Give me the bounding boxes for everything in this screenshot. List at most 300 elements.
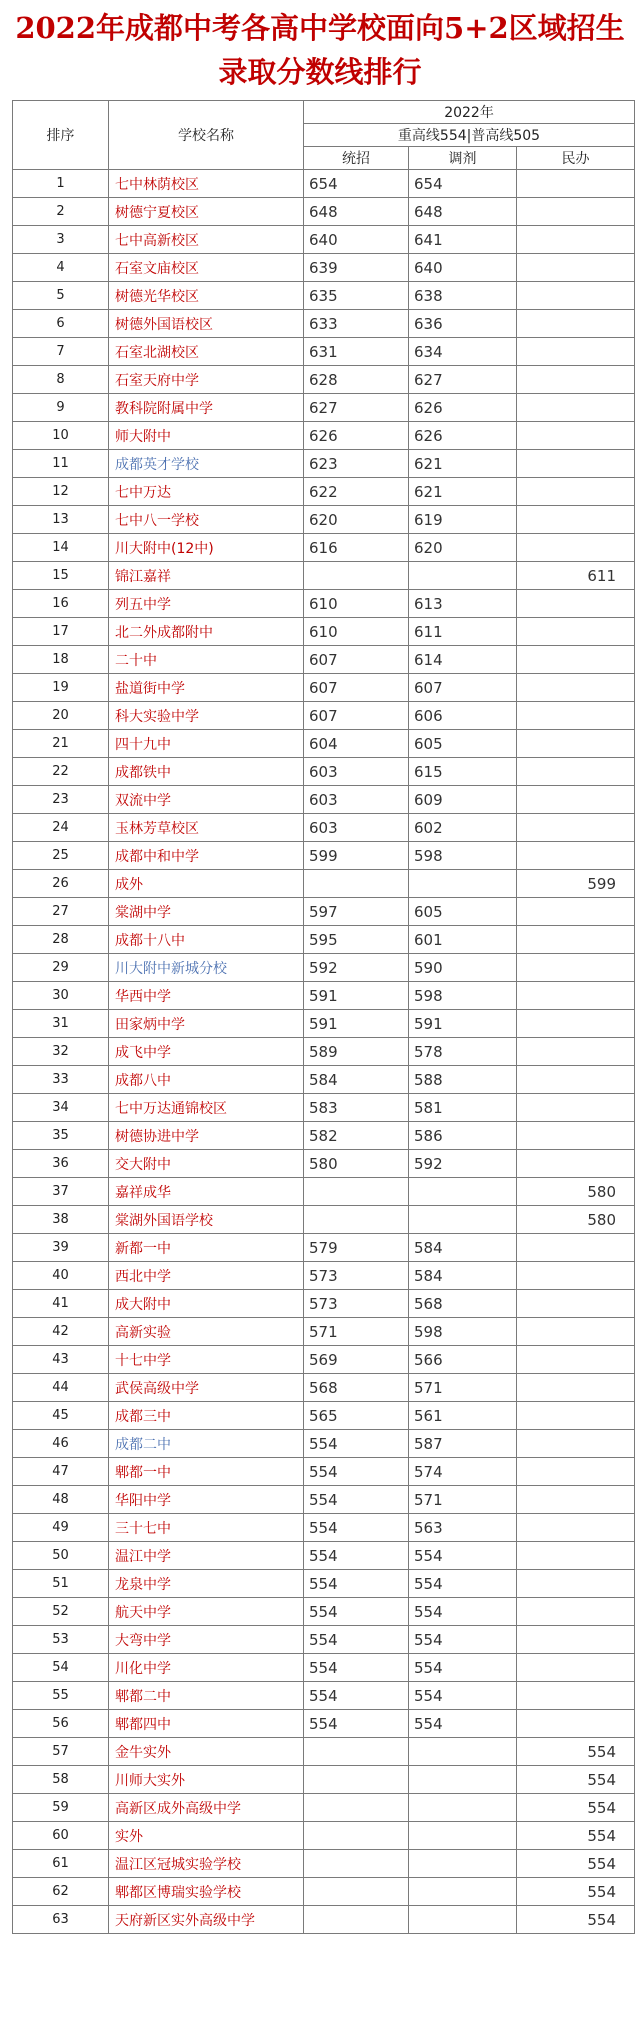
table-row (13, 1766, 635, 1794)
tongzhao-cell: 565 (304, 1402, 409, 1430)
tiaoji-cell: 648 (409, 198, 517, 226)
tiaoji-cell (409, 1766, 517, 1794)
rank-cell: 61 (13, 1850, 109, 1878)
tiaoji-cell: 615 (409, 758, 517, 786)
school-name-cell: 石室文庙校区 (109, 254, 304, 282)
minban-cell (517, 646, 635, 674)
tongzhao-cell: 604 (304, 730, 409, 758)
minban-cell (517, 898, 635, 926)
school-name-cell: 树德协进中学 (109, 1122, 304, 1150)
rank-cell: 24 (13, 814, 109, 842)
rank-cell: 21 (13, 730, 109, 758)
table-row (13, 870, 635, 898)
table-row (13, 1430, 635, 1458)
tiaoji-cell: 554 (409, 1710, 517, 1738)
table-row (13, 1346, 635, 1374)
minban-cell (517, 450, 635, 478)
rank-cell: 55 (13, 1682, 109, 1710)
rank-cell: 47 (13, 1458, 109, 1486)
school-name-cell: 川化中学 (109, 1654, 304, 1682)
school-name-cell: 列五中学 (109, 590, 304, 618)
school-name-cell: 成都中和中学 (109, 842, 304, 870)
header-tongzhao: 统招 (304, 147, 409, 170)
tiaoji-cell: 554 (409, 1682, 517, 1710)
table-row (13, 1094, 635, 1122)
school-name-cell: 郫都一中 (109, 1458, 304, 1486)
tongzhao-cell: 554 (304, 1458, 409, 1486)
tiaoji-cell: 598 (409, 1318, 517, 1346)
table-row (13, 394, 635, 422)
tiaoji-cell: 609 (409, 786, 517, 814)
tiaoji-cell: 571 (409, 1486, 517, 1514)
minban-cell (517, 842, 635, 870)
school-name-cell: 金牛实外 (109, 1738, 304, 1766)
rank-cell: 50 (13, 1542, 109, 1570)
tiaoji-cell: 605 (409, 730, 517, 758)
minban-cell (517, 226, 635, 254)
table-row (13, 926, 635, 954)
tiaoji-cell: 578 (409, 1038, 517, 1066)
rank-cell: 12 (13, 478, 109, 506)
rank-cell: 56 (13, 1710, 109, 1738)
tiaoji-cell: 598 (409, 982, 517, 1010)
table-row (13, 1206, 635, 1234)
school-name-cell: 锦江嘉祥 (109, 562, 304, 590)
tiaoji-cell: 636 (409, 310, 517, 338)
rank-cell: 45 (13, 1402, 109, 1430)
minban-cell (517, 282, 635, 310)
school-name-cell: 郫都区博瑞实验学校 (109, 1878, 304, 1906)
rank-cell: 5 (13, 282, 109, 310)
minban-cell (517, 366, 635, 394)
tongzhao-cell: 573 (304, 1262, 409, 1290)
tiaoji-cell: 641 (409, 226, 517, 254)
table-row (13, 1654, 635, 1682)
tongzhao-cell: 610 (304, 590, 409, 618)
minban-cell (517, 1122, 635, 1150)
table-row (13, 814, 635, 842)
minban-cell (517, 1318, 635, 1346)
minban-cell (517, 1654, 635, 1682)
tongzhao-cell: 640 (304, 226, 409, 254)
minban-cell (517, 1066, 635, 1094)
minban-cell: 580 (517, 1206, 635, 1234)
rank-cell: 40 (13, 1262, 109, 1290)
school-name-cell: 二十中 (109, 646, 304, 674)
tiaoji-cell: 554 (409, 1598, 517, 1626)
tongzhao-cell: 591 (304, 982, 409, 1010)
school-name-cell: 北二外成都附中 (109, 618, 304, 646)
table-row (13, 1794, 635, 1822)
rank-cell: 57 (13, 1738, 109, 1766)
minban-cell (517, 702, 635, 730)
rank-cell: 43 (13, 1346, 109, 1374)
tongzhao-cell: 631 (304, 338, 409, 366)
school-name-cell: 大弯中学 (109, 1626, 304, 1654)
rank-cell: 39 (13, 1234, 109, 1262)
school-name-cell: 成都二中 (109, 1430, 304, 1458)
school-name-cell: 郫都四中 (109, 1710, 304, 1738)
tiaoji-cell (409, 870, 517, 898)
tiaoji-cell: 601 (409, 926, 517, 954)
minban-cell (517, 1010, 635, 1038)
school-name-cell: 成飞中学 (109, 1038, 304, 1066)
tongzhao-cell: 554 (304, 1626, 409, 1654)
tongzhao-cell: 628 (304, 366, 409, 394)
score-table (12, 100, 635, 1934)
rank-cell: 60 (13, 1822, 109, 1850)
table-row (13, 1486, 635, 1514)
minban-cell (517, 422, 635, 450)
rank-cell: 26 (13, 870, 109, 898)
rank-cell: 14 (13, 534, 109, 562)
school-name-cell: 成都十八中 (109, 926, 304, 954)
tiaoji-cell: 563 (409, 1514, 517, 1542)
minban-cell: 554 (517, 1850, 635, 1878)
school-name-cell: 航天中学 (109, 1598, 304, 1626)
table-row (13, 366, 635, 394)
minban-cell: 599 (517, 870, 635, 898)
table-row (13, 1598, 635, 1626)
tongzhao-cell: 584 (304, 1066, 409, 1094)
minban-cell (517, 1038, 635, 1066)
page-title (0, 0, 640, 89)
table-row (13, 1066, 635, 1094)
school-name-cell: 川大附中新城分校 (109, 954, 304, 982)
tongzhao-cell (304, 1850, 409, 1878)
school-name-cell: 郫都二中 (109, 1682, 304, 1710)
minban-cell (517, 1458, 635, 1486)
rank-cell: 52 (13, 1598, 109, 1626)
table-row (13, 674, 635, 702)
rank-cell: 63 (13, 1906, 109, 1934)
rank-cell: 54 (13, 1654, 109, 1682)
rank-cell: 22 (13, 758, 109, 786)
school-name-cell: 七中万达通锦校区 (109, 1094, 304, 1122)
school-name-cell: 温江区冠城实验学校 (109, 1850, 304, 1878)
minban-cell (517, 954, 635, 982)
tiaoji-cell: 611 (409, 618, 517, 646)
minban-cell (517, 1346, 635, 1374)
school-name-cell: 实外 (109, 1822, 304, 1850)
tiaoji-cell: 590 (409, 954, 517, 982)
tongzhao-cell: 554 (304, 1514, 409, 1542)
tiaoji-cell: 588 (409, 1066, 517, 1094)
tiaoji-cell (409, 1178, 517, 1206)
rank-cell: 33 (13, 1066, 109, 1094)
minban-cell (517, 1430, 635, 1458)
minban-cell (517, 590, 635, 618)
tongzhao-cell: 627 (304, 394, 409, 422)
minban-cell (517, 1598, 635, 1626)
tiaoji-cell (409, 1822, 517, 1850)
tiaoji-cell: 619 (409, 506, 517, 534)
tongzhao-cell: 599 (304, 842, 409, 870)
table-row (13, 730, 635, 758)
school-name-cell: 师大附中 (109, 422, 304, 450)
table-row (13, 1262, 635, 1290)
table-row (13, 1738, 635, 1766)
title-line-2: 录取分数线排行 (218, 55, 422, 89)
school-name-cell: 川师大实外 (109, 1766, 304, 1794)
rank-cell: 48 (13, 1486, 109, 1514)
rank-cell: 1 (13, 170, 109, 198)
school-name-cell: 华阳中学 (109, 1486, 304, 1514)
school-name-cell: 温江中学 (109, 1542, 304, 1570)
school-name-cell: 华西中学 (109, 982, 304, 1010)
table-row (13, 1122, 635, 1150)
school-name-cell: 天府新区实外高级中学 (109, 1906, 304, 1934)
minban-cell: 611 (517, 562, 635, 590)
rank-cell: 42 (13, 1318, 109, 1346)
tiaoji-cell: 606 (409, 702, 517, 730)
tongzhao-cell: 633 (304, 310, 409, 338)
minban-cell: 554 (517, 1822, 635, 1850)
tiaoji-cell (409, 562, 517, 590)
tiaoji-cell: 592 (409, 1150, 517, 1178)
rank-cell: 58 (13, 1766, 109, 1794)
tongzhao-cell (304, 870, 409, 898)
school-name-cell: 棠湖中学 (109, 898, 304, 926)
tongzhao-cell: 595 (304, 926, 409, 954)
minban-cell (517, 1682, 635, 1710)
minban-cell: 554 (517, 1906, 635, 1934)
title-line-1: 2022年成都中考各高中学校面向5+2区域招生 (15, 11, 625, 45)
minban-cell (517, 1710, 635, 1738)
minban-cell (517, 786, 635, 814)
school-name-cell: 成外 (109, 870, 304, 898)
school-name-cell: 盐道街中学 (109, 674, 304, 702)
rank-cell: 20 (13, 702, 109, 730)
tongzhao-cell: 573 (304, 1290, 409, 1318)
tongzhao-cell: 654 (304, 170, 409, 198)
minban-cell (517, 1094, 635, 1122)
minban-cell (517, 1570, 635, 1598)
table-row (13, 1374, 635, 1402)
rank-cell: 6 (13, 310, 109, 338)
minban-cell (517, 926, 635, 954)
school-name-cell: 七中八一学校 (109, 506, 304, 534)
table-row (13, 254, 635, 282)
table-row (13, 954, 635, 982)
table-row (13, 534, 635, 562)
tongzhao-cell (304, 1766, 409, 1794)
minban-cell (517, 254, 635, 282)
minban-cell (517, 758, 635, 786)
rank-cell: 41 (13, 1290, 109, 1318)
rank-cell: 4 (13, 254, 109, 282)
school-name-cell: 七中万达 (109, 478, 304, 506)
tongzhao-cell: 571 (304, 1318, 409, 1346)
rank-cell: 49 (13, 1514, 109, 1542)
table-row (13, 1514, 635, 1542)
minban-cell (517, 1262, 635, 1290)
tongzhao-cell: 623 (304, 450, 409, 478)
table-row (13, 1906, 635, 1934)
table-row (13, 758, 635, 786)
minban-cell (517, 1290, 635, 1318)
tiaoji-cell: 587 (409, 1430, 517, 1458)
minban-cell (517, 338, 635, 366)
tongzhao-cell (304, 1178, 409, 1206)
table-row (13, 618, 635, 646)
tiaoji-cell: 566 (409, 1346, 517, 1374)
tongzhao-cell (304, 1822, 409, 1850)
rank-cell: 23 (13, 786, 109, 814)
minban-cell: 580 (517, 1178, 635, 1206)
table-row (13, 170, 635, 198)
rank-cell: 46 (13, 1430, 109, 1458)
rank-cell: 13 (13, 506, 109, 534)
minban-cell: 554 (517, 1794, 635, 1822)
school-name-cell: 高新区成外高级中学 (109, 1794, 304, 1822)
tiaoji-cell: 571 (409, 1374, 517, 1402)
school-name-cell: 石室北湖校区 (109, 338, 304, 366)
school-name-cell: 成都铁中 (109, 758, 304, 786)
rank-cell: 25 (13, 842, 109, 870)
tongzhao-cell: 554 (304, 1598, 409, 1626)
table-row (13, 786, 635, 814)
tiaoji-cell: 627 (409, 366, 517, 394)
minban-cell (517, 1514, 635, 1542)
header-minban: 民办 (517, 147, 635, 170)
minban-cell (517, 310, 635, 338)
rank-cell: 44 (13, 1374, 109, 1402)
table-row (13, 1850, 635, 1878)
table-row (13, 310, 635, 338)
table-row (13, 1290, 635, 1318)
tongzhao-cell (304, 1738, 409, 1766)
tongzhao-cell (304, 1206, 409, 1234)
table-row (13, 1710, 635, 1738)
rank-cell: 3 (13, 226, 109, 254)
tongzhao-cell: 607 (304, 702, 409, 730)
tongzhao-cell: 603 (304, 758, 409, 786)
table-row (13, 1234, 635, 1262)
tongzhao-cell: 635 (304, 282, 409, 310)
school-name-cell: 七中林荫校区 (109, 170, 304, 198)
rank-cell: 18 (13, 646, 109, 674)
table-row (13, 646, 635, 674)
table-row (13, 478, 635, 506)
tongzhao-cell: 554 (304, 1430, 409, 1458)
tiaoji-cell: 607 (409, 674, 517, 702)
rank-cell: 16 (13, 590, 109, 618)
rank-cell: 15 (13, 562, 109, 590)
minban-cell (517, 618, 635, 646)
tongzhao-cell (304, 1906, 409, 1934)
minban-cell (517, 1374, 635, 1402)
tongzhao-cell: 591 (304, 1010, 409, 1038)
tiaoji-cell: 638 (409, 282, 517, 310)
tiaoji-cell: 613 (409, 590, 517, 618)
tongzhao-cell: 597 (304, 898, 409, 926)
school-name-cell: 川大附中(12中) (109, 534, 304, 562)
minban-cell (517, 478, 635, 506)
school-name-cell: 树德宁夏校区 (109, 198, 304, 226)
table-row (13, 702, 635, 730)
header-row-1 (13, 101, 635, 124)
tongzhao-cell: 554 (304, 1486, 409, 1514)
tiaoji-cell: 605 (409, 898, 517, 926)
tiaoji-cell: 584 (409, 1262, 517, 1290)
school-name-cell: 田家炳中学 (109, 1010, 304, 1038)
school-name-cell: 交大附中 (109, 1150, 304, 1178)
table-row (13, 1570, 635, 1598)
school-name-cell: 龙泉中学 (109, 1570, 304, 1598)
school-name-cell: 成都三中 (109, 1402, 304, 1430)
school-name-cell: 成大附中 (109, 1290, 304, 1318)
tongzhao-cell: 648 (304, 198, 409, 226)
school-name-cell: 玉林芳草校区 (109, 814, 304, 842)
tiaoji-cell (409, 1906, 517, 1934)
tongzhao-cell: 568 (304, 1374, 409, 1402)
table-row (13, 982, 635, 1010)
table-row (13, 226, 635, 254)
table-row (13, 1542, 635, 1570)
tongzhao-cell: 639 (304, 254, 409, 282)
tiaoji-cell: 568 (409, 1290, 517, 1318)
tongzhao-cell (304, 1878, 409, 1906)
rank-cell: 59 (13, 1794, 109, 1822)
tiaoji-cell: 598 (409, 842, 517, 870)
table-row (13, 842, 635, 870)
rank-cell: 28 (13, 926, 109, 954)
tiaoji-cell (409, 1850, 517, 1878)
tongzhao-cell: 616 (304, 534, 409, 562)
minban-cell (517, 534, 635, 562)
tiaoji-cell: 554 (409, 1542, 517, 1570)
tiaoji-cell: 554 (409, 1570, 517, 1598)
table-row (13, 590, 635, 618)
rank-cell: 34 (13, 1094, 109, 1122)
rank-cell: 7 (13, 338, 109, 366)
minban-cell (517, 674, 635, 702)
table-row (13, 1150, 635, 1178)
tongzhao-cell: 592 (304, 954, 409, 982)
tiaoji-cell: 621 (409, 478, 517, 506)
rank-cell: 27 (13, 898, 109, 926)
school-name-cell: 双流中学 (109, 786, 304, 814)
tongzhao-cell: 554 (304, 1542, 409, 1570)
rank-cell: 19 (13, 674, 109, 702)
tiaoji-cell: 626 (409, 394, 517, 422)
school-name-cell: 嘉祥成华 (109, 1178, 304, 1206)
rank-cell: 17 (13, 618, 109, 646)
school-name-cell: 十七中学 (109, 1346, 304, 1374)
tiaoji-cell: 626 (409, 422, 517, 450)
tiaoji-cell: 561 (409, 1402, 517, 1430)
school-name-cell: 成都英才学校 (109, 450, 304, 478)
table-row (13, 1822, 635, 1850)
rank-cell: 53 (13, 1626, 109, 1654)
tiaoji-cell: 602 (409, 814, 517, 842)
tongzhao-cell: 582 (304, 1122, 409, 1150)
minban-cell (517, 506, 635, 534)
tiaoji-cell: 591 (409, 1010, 517, 1038)
minban-cell (517, 1234, 635, 1262)
table-row (13, 198, 635, 226)
tiaoji-cell: 640 (409, 254, 517, 282)
rank-cell: 62 (13, 1878, 109, 1906)
tiaoji-cell: 581 (409, 1094, 517, 1122)
table-row (13, 1626, 635, 1654)
header-rank: 排序 (13, 101, 109, 170)
tiaoji-cell (409, 1206, 517, 1234)
header-year: 2022年 (304, 101, 635, 124)
tiaoji-cell: 554 (409, 1654, 517, 1682)
rank-cell: 37 (13, 1178, 109, 1206)
